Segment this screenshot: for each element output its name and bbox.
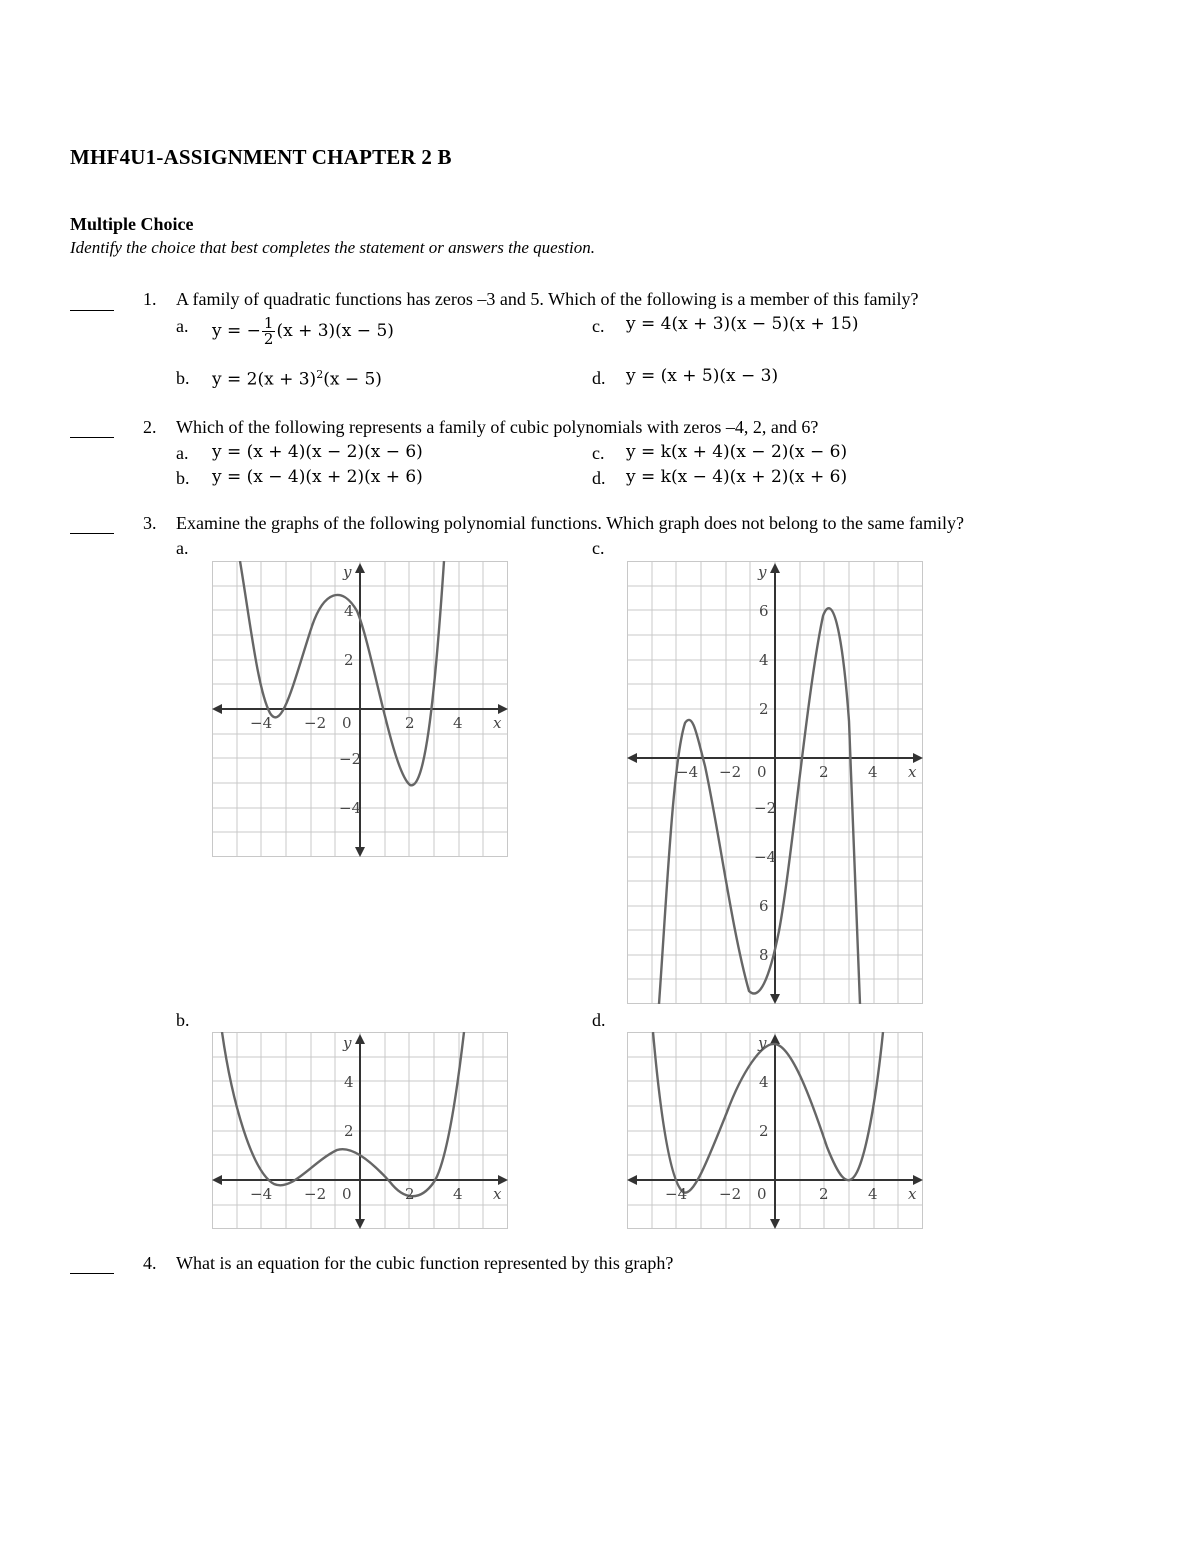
tick-label: 4 [453, 1185, 463, 1203]
fraction-denominator: 2 [263, 330, 274, 348]
q2-option-a: y = (x + 4)(x − 2)(x − 6) [212, 442, 423, 462]
tick-label: 2 [405, 1185, 415, 1203]
answer-blank-2[interactable] [70, 436, 114, 438]
option-letter: c. [592, 443, 605, 463]
option-letter: a. [176, 443, 189, 463]
graph-c [627, 561, 923, 1004]
q2-option-d: y = k(x − 4)(x + 2)(x + 6) [626, 467, 848, 487]
section-heading: Multiple Choice [70, 214, 194, 234]
tick-label: 4 [759, 651, 769, 669]
y-axis-label: y [758, 1034, 767, 1052]
question-number: 1. [143, 289, 157, 309]
question-text: Examine the graphs of the following polynomial functions. Which graph does not belong to the same family? [176, 513, 964, 533]
x-axis-label: x [908, 763, 917, 781]
question-number: 2. [143, 417, 157, 437]
tick-label: 0 [757, 1185, 767, 1203]
answer-blank-4[interactable] [70, 1272, 114, 1274]
option-letter: c. [592, 538, 605, 558]
question-text: Which of the following represents a family of cubic polynomials with zeros –4, 2, and 6? [176, 417, 819, 437]
q1-a-suffix: (x + 3)(x − 5) [276, 321, 394, 341]
tick-label: −2 [339, 750, 362, 768]
option-letter: d. [592, 1010, 606, 1030]
tick-label: 2 [759, 1122, 769, 1140]
instructions: Identify the choice that best completes the statement or answers the question. [70, 238, 595, 257]
y-axis-label: y [343, 1034, 352, 1052]
tick-label: 2 [819, 1185, 829, 1203]
q1-b-suffix: (x − 5) [323, 369, 382, 390]
option-letter: b. [176, 468, 190, 488]
tick-label: 4 [453, 714, 463, 732]
option-letter: c. [592, 316, 605, 336]
y-axis-label: y [758, 563, 767, 581]
tick-label: 2 [344, 1122, 354, 1140]
q1-option-c: y = 4(x + 3)(x − 5)(x + 15) [626, 314, 859, 334]
exponent: 2 [316, 368, 324, 381]
x-axis-label: x [493, 1185, 502, 1203]
q1-b-base: y = 2(x + 3) [212, 369, 317, 390]
tick-label: 6 [759, 602, 769, 620]
tick-label: 8 [759, 946, 769, 964]
tick-label: −2 [754, 799, 777, 817]
graph-d [627, 1032, 923, 1229]
tick-label: 2 [405, 714, 415, 732]
tick-label: 2 [344, 651, 354, 669]
page-title: MHF4U1-ASSIGNMENT CHAPTER 2 B [70, 145, 452, 169]
y-axis-label: y [343, 563, 352, 581]
tick-label: 4 [868, 1185, 878, 1203]
tick-label: −2 [304, 1185, 327, 1203]
tick-label: −2 [719, 1185, 742, 1203]
answer-blank-3[interactable] [70, 532, 114, 534]
x-axis-label: x [908, 1185, 917, 1203]
q2-option-c: y = k(x + 4)(x − 2)(x − 6) [626, 442, 848, 462]
tick-label: −2 [304, 714, 327, 732]
fraction [262, 316, 276, 347]
tick-label: −4 [676, 763, 699, 781]
q1-option-b [212, 368, 382, 390]
tick-label: −2 [719, 763, 742, 781]
tick-label: −4 [339, 799, 362, 817]
tick-label: 6 [759, 897, 769, 915]
q1-option-d: y = (x + 5)(x − 3) [626, 366, 779, 386]
graph-b [212, 1032, 508, 1229]
tick-label: −4 [665, 1185, 688, 1203]
q2-option-b: y = (x − 4)(x + 2)(x + 6) [212, 467, 423, 487]
tick-label: 4 [868, 763, 878, 781]
option-letter: d. [592, 468, 606, 488]
tick-label: −4 [250, 714, 273, 732]
tick-label: 2 [759, 700, 769, 718]
option-letter: a. [176, 538, 189, 558]
fraction-numerator: 1 [263, 314, 274, 332]
q1-a-prefix: y = − [212, 321, 261, 341]
question-text: What is an equation for the cubic function represented by this graph? [176, 1253, 674, 1273]
option-letter: d. [592, 368, 606, 388]
option-letter: a. [176, 316, 189, 336]
option-letter: b. [176, 1010, 190, 1030]
tick-label: 0 [342, 1185, 352, 1203]
graph-a [212, 561, 508, 857]
tick-label: 4 [344, 1073, 354, 1091]
tick-label: 4 [344, 602, 354, 620]
answer-blank-1[interactable] [70, 309, 114, 311]
tick-label: −4 [250, 1185, 273, 1203]
tick-label: 2 [819, 763, 829, 781]
option-letter: b. [176, 368, 190, 388]
question-number: 4. [143, 1253, 157, 1273]
tick-label: 0 [757, 763, 767, 781]
x-axis-label: x [493, 714, 502, 732]
tick-label: −4 [754, 848, 777, 866]
question-number: 3. [143, 513, 157, 533]
q1-option-a [212, 316, 394, 347]
tick-label: 4 [759, 1073, 769, 1091]
tick-label: 0 [342, 714, 352, 732]
question-text: A family of quadratic functions has zeros –3 and 5. Which of the following is a member of this family? [176, 289, 919, 309]
